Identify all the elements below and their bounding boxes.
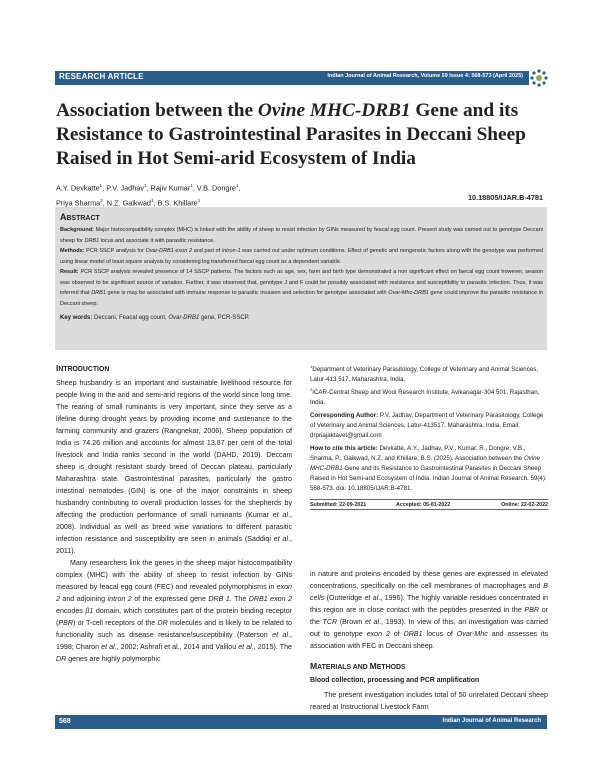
abstract-heading: ABSTRACT	[60, 212, 100, 222]
intro-paragraph-1: Sheep husbandry is an important and sustainable livelihood resource for people living in the arid and semi-arid regions of the world since long time. The rearing of small ruminants is very important, since they serve as a lifeline during drought years by providing income and sustenance to the farming community and grazers (Rangnekar, 2006). Sheep population of India is 74.26 million and accounts for almost 13.87 per cent of the total livestock and India ranks second in the world (DAHD, 2019). Deccani sheep is drought resistant sturdy breed of Deccan plateau, particularly Maharashtra state. Gastrointestinal parasites, particularly the gastro intestinal nematodes (GIN) is one of the major constraints in sheep husbandry contributing to overall production losses for the shepherds by affecting the production performance of small ruminants (Kumar et al., 2008). Individual as well as breed wise variations to different parasitic infection resistance and susceptibility are seen in animals (Saddiqi et al., 2011).	[56, 379, 292, 555]
affiliation-2: $^2$ICAR-Central Sheep and Wool Research Institute, Avikanagar-304 501, Rajasthan, India.	[310, 387, 540, 407]
journal-info: Indian Journal of Animal Research, Volume 59 Issue 4: 568-573 (April 2025)	[327, 73, 523, 79]
right-column-notes	[310, 362, 548, 510]
article-title: Association between the Ovine MHC-DRB1 Gene and its Resistance to Gastrointestinal Parasites in Deccani Sheep Raised in Hot Semi-arid Ecosystem of India	[56, 100, 526, 169]
abstract-methods: Methods: PCR SSCP analysis for Ovar-DRB1 exon 2 and part of intron-1 was carried out under optimum conditions. Effect of genetic and nongenetic factors along with the genotype was performed using linear model of least square analysis by considering log transferred faecal egg count as a dependent variable.	[60, 248, 543, 265]
submitted-date: Submitted: 22-09-2021	[310, 502, 367, 509]
intro-paragraph-2: Many researchers link the genes in the sheep major histocompatibility complex (MHC) with the ability of sheep to resist infection by GINs measured by feacal egg count (FEC) and revealed polymorphisms in exon 2 and adjoining intron 2 of the expressed gene DRB 1. The DRB1 exon 2 encodes β1 domain, which constitutes part of the protein binding receptor (PBR) or T-cell receptors of the DR molecules and is likely to be related to functionality such as disease resistance/susceptibility (Paterson et al., 1998; Charon et al., 2002; Ashrafi et al., 2014 and Valilou et al., 2015). The DR genes are highly polymorphic	[56, 559, 292, 663]
doi-link[interactable]: 10.18805/IJAR.B-4781	[467, 193, 543, 202]
author-line-1: A.Y. Devkatte$^1$, P.V. Jadhav$^1$, Rajiv Kumar$^1$, V.B. Dongre$^1$,	[56, 183, 241, 193]
intro-continuation: in nature and proteins encoded by these genes are expressed in elevated concentrations, specifically on the cell membranes of macrophages and B cells (Outteridge et al., 1996). The highly variable residues concentrated in this region are in close contact with the peptides presented in the PBR or the TCR (Brown et al., 1993). In view of this, an investigation was carried out to genotype exon 2 of DRB1 locus of Ovar-Mhc and assesses its association with FEC in Deccani sheep.	[310, 570, 549, 650]
accepted-date: Accepted: 05-01-2022	[396, 502, 451, 509]
methods-paragraph: The present investigation includes total of 50 unrelated Deccani sheep reared at Instructional Livestock Farm	[310, 691, 548, 711]
journal-logo-icon	[529, 68, 549, 88]
author-list	[56, 180, 241, 210]
header-bar	[55, 71, 529, 85]
abstract-keywords: Key words: Deccani, Feacal egg count, Ovar-DRB1 gene, PCR-SSCP.	[60, 315, 250, 321]
corresponding-author: Corresponding Author: P.V. Jadhav, Department of Veterinary Parasitology, College of Veterinary and Animal Sciences, Latur-413517, Maharashtra, India. Email: drpriajaktavet@gmail.com	[310, 412, 544, 440]
author-line-2: Priya Sharma$^2$, N.Z. Gaikwad$^1$, B.S. Khillare$^1$	[56, 197, 201, 208]
online-date: Online: 22-02-2022	[501, 502, 548, 509]
footer-bar	[55, 715, 547, 729]
affiliation-1: $^1$Department of Veterinary Parasitology, College of Veterinary and Animal Sciences, Latur-413 517, Maharashtra, India.	[310, 364, 539, 384]
right-column-body	[310, 568, 548, 713]
article-type-label: RESEARCH ARTICLE	[59, 72, 144, 81]
page-number: 568	[59, 718, 71, 725]
abstract-background: Background: Major histocompatibility complex (MHC) is linked with the ability of sheep to resist infection by GINs measured by feacal egg count. Present study was carried out to genotype Deccani sheep for DRB1 locus and associate it with parasitic resistance.	[60, 227, 543, 244]
materials-methods-heading: MATERIALS AND METHODS	[310, 661, 406, 671]
citation-note: How to cite this article: Devkatte, A.Y., Jadhav, P.V., Kumar, R., Dongre, V.B., Sharma, P., Gaikwad, N.Z. and Khillare, B.S. (2025). Association between the Ovine MHC-DRB1 Gene and its Resistance to Gastrointestinal Parasites in Deccani Sheep Raised in Hot Semi-arid Ecosystem of India. Indian Journal of Animal Research. 59(4): 568-573. doi: 10.18805/IJAR.B-4781.	[310, 445, 547, 493]
introduction-heading: INTRODUCTION	[56, 363, 110, 373]
abstract-result: Result: PCR SSCP analysis revealed presence of 14 SSCP patterns. The factors such as age, sex, farm and birth type demonstrated a non significant effect on faecal egg count however, season was observed to be significant source of variation. Further, it was observed that, genotype J and F could be possibly associated with resistance and susceptibility to parasitic infection. Thus, it was inferred that DRB1 gene is may be associated with immune response to parasitic invasion and selection for genotype associated with Ovar-Mhc-DRB1 gene could improve the parasitic resistance in Deccani sheep.	[60, 269, 543, 307]
article-dates	[310, 499, 548, 510]
blood-collection-subheading: Blood collection, processing and PCR amplification	[310, 677, 480, 684]
abstract-box	[55, 207, 547, 350]
left-column	[56, 362, 292, 665]
footer-journal: Indian Journal of Animal Research	[442, 718, 541, 724]
